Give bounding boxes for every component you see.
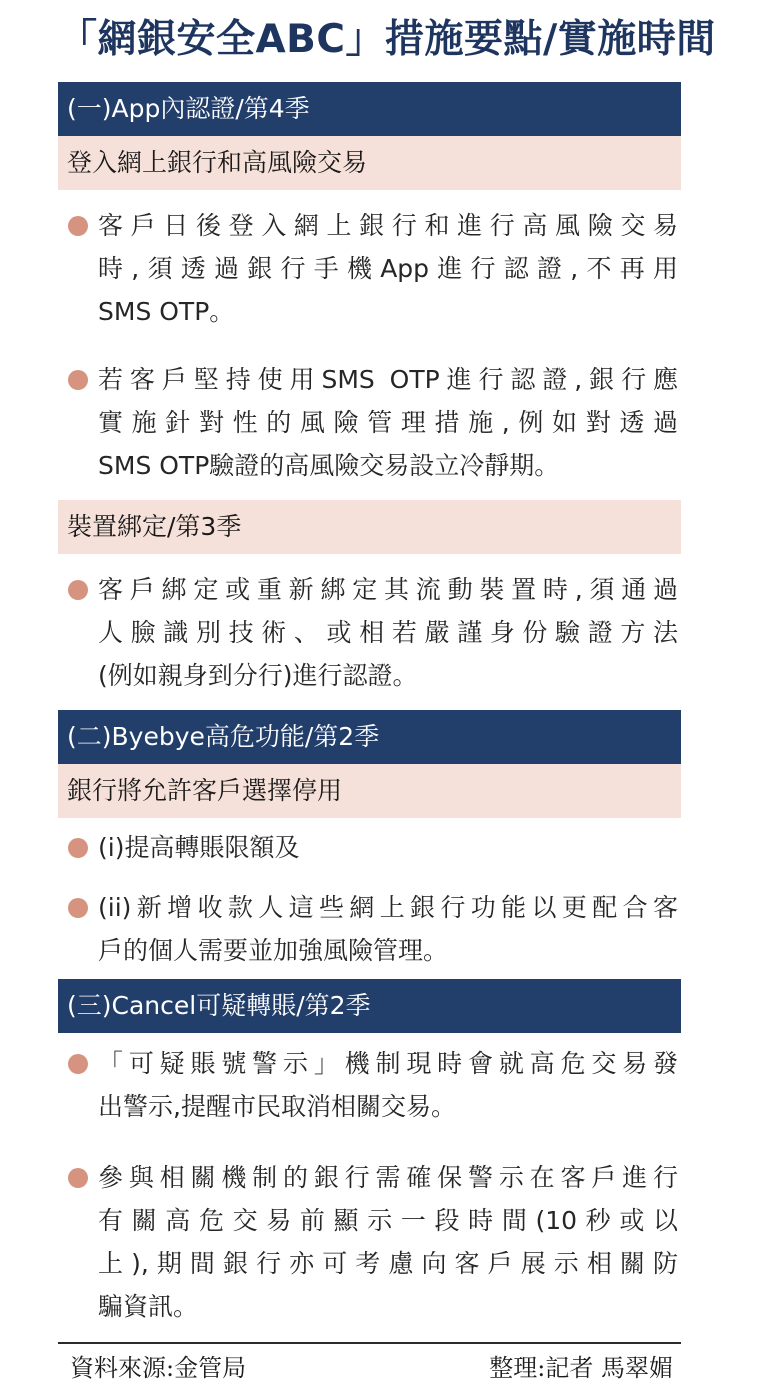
list-item: 客戶綁定或重新綁定其流動裝置時,須通過 人臉識別技術、或相若嚴謹身份驗證方法 (例如親身到分行)進行認證。 (66, 568, 678, 697)
footer-source: 資料來源:金管局 (70, 1354, 247, 1382)
bullet-dot-icon (68, 580, 88, 600)
bullet-dot-icon (68, 216, 88, 236)
list-item: (i)提高轉賬限額及 (66, 826, 678, 869)
list-item: 若客戶堅持使用SMS OTP進行認證,銀行應 實施針對性的風險管理措施,例如對透過 SMS OTP驗證的高風險交易設立冷靜期。 (66, 358, 678, 487)
list-item: 客戶日後登入網上銀行和進行高風險交易 時,須透過銀行手機App進行認證,不再用 SMS OTP。 (66, 204, 678, 333)
bullet-dot-icon (68, 1054, 88, 1074)
footer-editor: 整理:記者 馬翠媚 (489, 1354, 673, 1382)
bullet-dot-icon (68, 898, 88, 918)
subheader-allow-disable: 銀行將允許客戶選擇停用 (58, 764, 681, 818)
subheader-device-binding: 裝置綁定/第3季 (58, 500, 681, 554)
bullet-dot-icon (68, 1168, 88, 1188)
section-header-cancel: (三)Cancel可疑轉賬/第2季 (58, 979, 681, 1033)
bullet-dot-icon (68, 838, 88, 858)
list-item: (ii)新增收款人這些網上銀行功能以更配合客 戶的個人需要並加強風險管理。 (66, 886, 678, 972)
list-item: 參與相關機制的銀行需確保警示在客戶進行 有關高危交易前顯示一段時間(10秒或以 上),期間銀行亦可考慮向客戶展示相關防 騙資訊。 (66, 1156, 678, 1328)
list-item: 「可疑賬號警示」機制現時會就高危交易發 出警示,提醒市民取消相關交易。 (66, 1042, 678, 1128)
page-title: 「網銀安全ABC」措施要點/實施時間 (58, 17, 716, 62)
subheader-login-high-risk: 登入網上銀行和高風險交易 (58, 136, 681, 190)
footer-divider (58, 1342, 681, 1344)
section-header-app-auth: (一)App內認證/第4季 (58, 82, 681, 136)
section-header-byebye: (二)Byebye高危功能/第2季 (58, 710, 681, 764)
bullet-dot-icon (68, 370, 88, 390)
